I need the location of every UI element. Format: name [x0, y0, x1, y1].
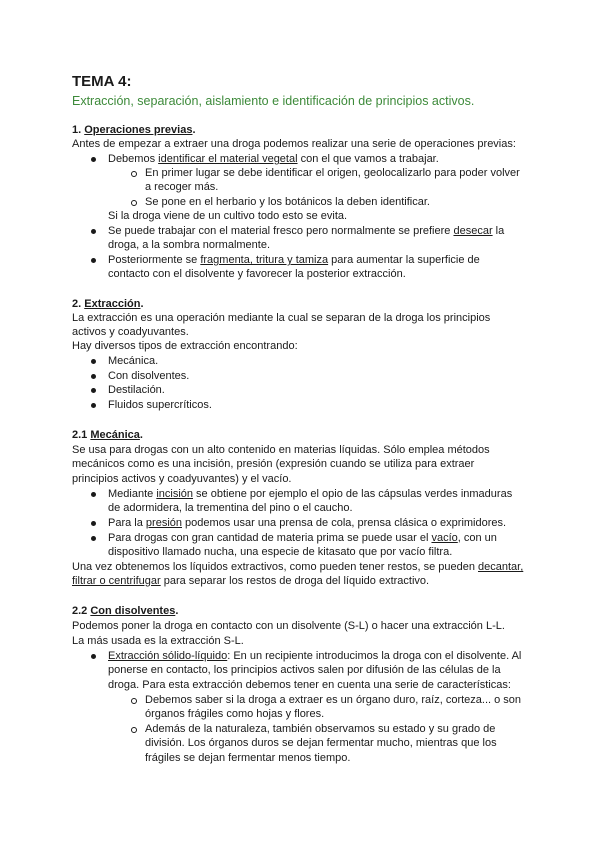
- list-item: Fluidos supercríticos.: [108, 399, 212, 411]
- section-title: Extracción: [84, 298, 141, 310]
- section-number: 2.2: [72, 605, 91, 617]
- list-item: [108, 487, 512, 501]
- bullet-icon: [91, 229, 96, 234]
- paragraph: La extracción es una operación mediante la cual se separan de la droga los principios: [72, 312, 491, 324]
- paragraph-cont: principios activos y coadyuvantes) y el vacío.: [72, 473, 292, 485]
- list-item: [108, 649, 521, 663]
- text: para aumentar la superficie de: [328, 254, 480, 266]
- bullet-icon: [91, 388, 96, 393]
- page-title: TEMA 4:: [72, 73, 132, 90]
- list-item: [108, 516, 506, 530]
- list-item-cont: ponerse en contacto, los principios activos salen por difusión de las células de la: [108, 664, 501, 676]
- text: la: [492, 225, 505, 237]
- circle-bullet-icon: [131, 727, 137, 733]
- bullet-icon: [91, 403, 96, 408]
- sub-list-item: Debemos saber si la droga a extraer es un órgano duro, raíz, corteza... o son: [145, 694, 522, 706]
- underlined-text: Extracción sólido-líquido: [108, 650, 228, 662]
- underlined-text: vacío: [431, 532, 458, 544]
- text: , con un: [457, 532, 497, 544]
- list-item: [108, 152, 439, 166]
- section-number: 2.1: [72, 429, 91, 441]
- text: Se puede trabajar con el material fresco pero normalmente se prefiere: [108, 225, 454, 237]
- sub-list-item-cont: frágiles se dejan fermentar menos tiempo.: [145, 752, 351, 764]
- list-item: Con disolventes.: [108, 370, 190, 382]
- list-item: [108, 531, 497, 545]
- paragraph-cont: activos y coadyuvantes.: [72, 326, 189, 338]
- text: Para drogas con gran cantidad de materia prima se puede usar el: [108, 532, 432, 544]
- underlined-text: desecar: [453, 225, 493, 237]
- section-1-heading: [72, 123, 196, 137]
- list-item: Mecánica.: [108, 355, 159, 367]
- paragraph: Antes de empezar a extraer una droga podemos realizar una serie de operaciones previas:: [72, 138, 516, 150]
- sub-list-item: Además de la naturaleza, también observamos su estado y su grado de: [145, 723, 496, 735]
- heading-dot: .: [192, 124, 196, 136]
- circle-bullet-icon: [131, 200, 137, 206]
- list-item-cont: de adormidera, la trementina del pino o el caucho.: [108, 502, 353, 514]
- sub-list-item: En primer lugar se debe identificar el origen, geolocalizarlo para poder volver: [145, 167, 520, 179]
- text: para separar los restos de droga del líquido extractivo.: [160, 575, 430, 587]
- underlined-text: fragmenta, tritura y tamiza: [200, 254, 329, 266]
- section-number: 1.: [72, 124, 85, 136]
- section-2-2-heading: [72, 604, 178, 618]
- text: : En un recipiente introducimos la droga con el disolvente. Al: [227, 650, 522, 662]
- sub-list-item-cont: división. Los órganos duros se dejan fermentar mucho, mientras que los: [145, 737, 497, 749]
- text: se obtiene por ejemplo el opio de las cápsulas verdes inmaduras: [193, 488, 513, 500]
- underlined-text: filtrar o centrifugar: [72, 575, 161, 587]
- bullet-icon: [91, 258, 96, 263]
- heading-dot: .: [139, 429, 143, 441]
- underlined-text: identificar el material vegetal: [158, 153, 298, 165]
- page-subtitle: Extracción, separación, aislamiento e identificación de principios activos.: [72, 94, 475, 108]
- bullet-icon: [91, 157, 96, 162]
- underlined-text: presión: [145, 517, 182, 529]
- bullet-icon: [91, 359, 96, 364]
- list-item: [108, 253, 480, 267]
- text: Debemos: [108, 153, 159, 165]
- underlined-text: decantar,: [478, 561, 524, 573]
- list-item-cont: droga. Para esta extracción debemos tener en cuenta una serie de características:: [108, 679, 511, 691]
- list-item: Destilación.: [108, 384, 165, 396]
- sub-list-item-cont: órganos frágiles como hojas y flores.: [145, 708, 325, 720]
- circle-bullet-icon: [131, 171, 137, 177]
- paragraph: Se usa para drogas con un alto contenido en materias líquidas. Sólo emplea métodos: [72, 444, 490, 456]
- bullet-icon: [91, 654, 96, 659]
- paragraph: Podemos poner la droga en contacto con un disolvente (S-L) o hacer una extracción L-L.: [72, 620, 505, 632]
- sub-list-item: Se pone en el herbario y los botánicos la deben identificar.: [145, 196, 430, 208]
- text: Posteriormente se: [108, 254, 201, 266]
- paragraph: Hay diversos tipos de extracción encontrando:: [72, 340, 298, 352]
- heading-dot: .: [140, 298, 144, 310]
- section-title: Mecánica: [90, 429, 140, 441]
- paragraph-cont: [72, 574, 429, 588]
- bullet-icon: [91, 521, 96, 526]
- heading-dot: .: [175, 605, 179, 617]
- paragraph: [72, 560, 523, 574]
- paragraph-cont: La más usada es la extracción S-L.: [72, 635, 244, 647]
- list-item-cont: dispositivo llamado nucha, una especie de kitasato que por vacío filtra.: [108, 546, 453, 558]
- section-title: Operaciones previas: [84, 124, 193, 136]
- section-2-heading: [72, 297, 144, 311]
- bullet-icon: [91, 374, 96, 379]
- bullet-icon: [91, 536, 96, 541]
- section-2-1-heading: [72, 428, 143, 442]
- text: Para la: [108, 517, 146, 529]
- circle-bullet-icon: [131, 698, 137, 704]
- list-item-cont: contacto con el disolvente y favorecer la posterior extracción.: [108, 268, 406, 280]
- text: Una vez obtenemos los líquidos extractivos, como pueden tener restos, se pueden: [72, 561, 479, 573]
- sub-list-item-cont: a recoger más.: [145, 181, 219, 193]
- note-text: Si la droga viene de un cultivo todo esto se evita.: [108, 210, 348, 222]
- text: con el que vamos a trabajar.: [297, 153, 439, 165]
- text: Mediante: [108, 488, 157, 500]
- underlined-text: incisión: [156, 488, 193, 500]
- section-number: 2.: [72, 298, 85, 310]
- paragraph-cont: mecánicos como es una incisión, presión (expresión cuando se utiliza para extraer: [72, 458, 475, 470]
- bullet-icon: [91, 492, 96, 497]
- list-item-cont: droga, a la sombra normalmente.: [108, 239, 271, 251]
- text: podemos usar una prensa de cola, prensa clásica o exprimidores.: [182, 517, 507, 529]
- section-title: Con disolventes: [90, 605, 176, 617]
- list-item: [108, 224, 504, 238]
